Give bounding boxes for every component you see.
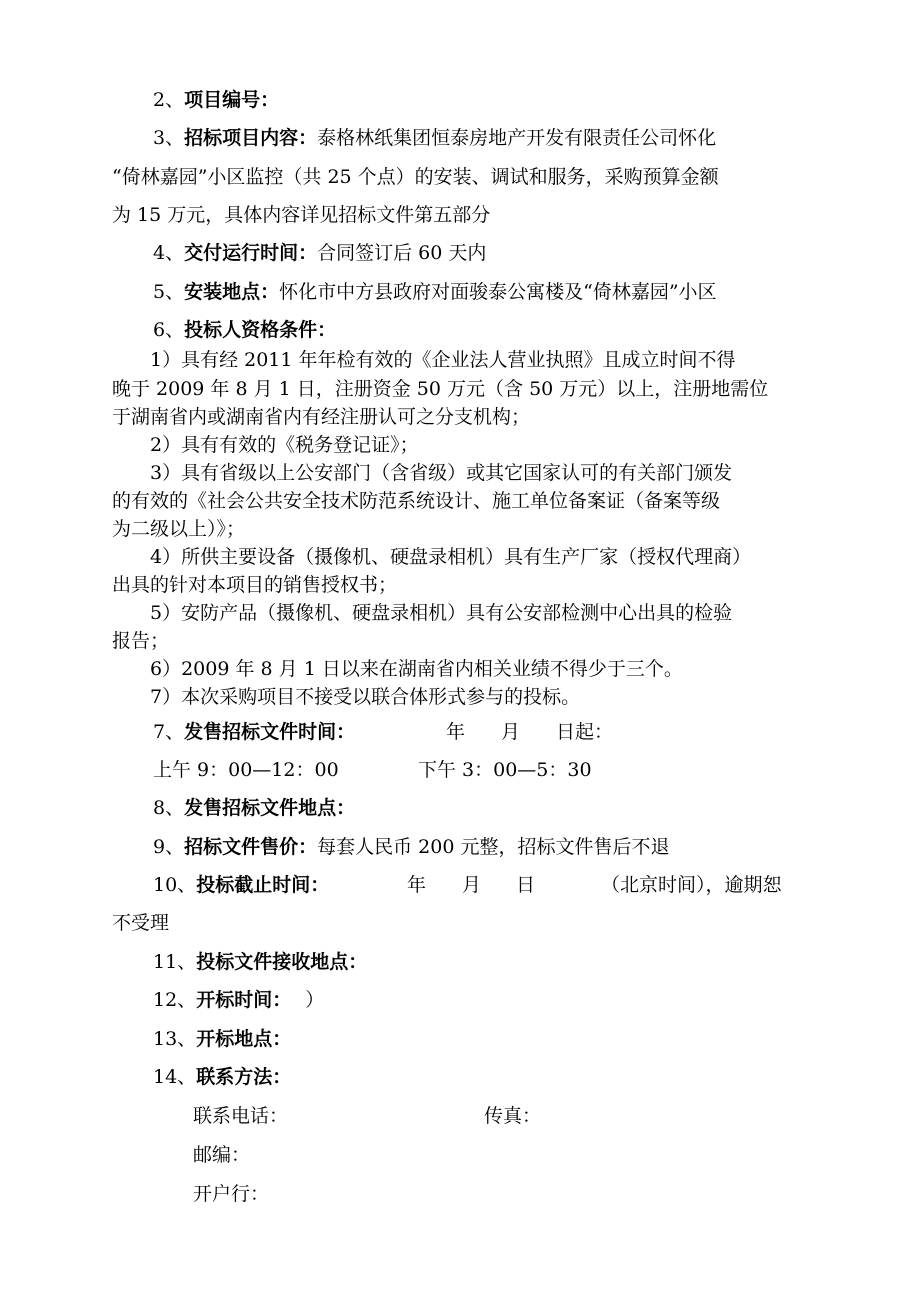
- item-4-number: 4、: [153, 242, 185, 264]
- item-4-text: 合同签订后 60 天内: [317, 242, 487, 264]
- item-10-continuation: 不受理: [112, 912, 170, 934]
- item-6-label: 投标人资格条件：: [184, 319, 337, 341]
- sale-hours-afternoon: 下午 3：00—5：30: [418, 759, 592, 781]
- item-9-label: 招标文件售价：: [184, 836, 318, 858]
- item-9: [153, 835, 669, 859]
- item-14-label: 联系方法：: [196, 1066, 292, 1088]
- qualification-line: 2）具有有效的《税务登记证》；: [150, 434, 419, 456]
- item-12-text: ）: [305, 989, 325, 1011]
- contact-bank-label: 开户行：: [193, 1183, 270, 1205]
- item-14: [153, 1065, 291, 1089]
- item-3-text-line2: “倚林嘉园”小区监控（共 25 个点）的安装、调试和服务，采购预算金额: [112, 166, 719, 188]
- item-9-text: 每套人民币 200 元整，招标文件售后不退: [317, 836, 670, 858]
- qualification-line: 7）本次采购项目不接受以联合体形式参与的投标。: [150, 686, 581, 708]
- contact-phone-label: 联系电话：: [193, 1105, 289, 1127]
- qualification-line: 为二级以上）》；: [112, 518, 246, 540]
- qualification-line: 6）2009 年 8 月 1 日以来在湖南省内相关业绩不得少于三个。: [150, 658, 683, 680]
- item-6-number: 6、: [153, 319, 185, 341]
- item-10: [153, 873, 329, 897]
- item-5-label: 安装地点：: [184, 281, 280, 303]
- item-2-label: 项目编号：: [184, 89, 280, 111]
- item-4-label: 交付运行时间：: [184, 242, 318, 264]
- contact-fax-label: 传真：: [484, 1105, 542, 1127]
- item-7-label: 发售招标文件时间：: [184, 721, 356, 743]
- sale-hours-morning: 上午 9：00—12：00: [153, 759, 339, 781]
- item-7-month: 月: [501, 721, 521, 743]
- item-11-label: 投标文件接收地点：: [196, 951, 368, 973]
- item-3: [153, 126, 716, 150]
- item-10-day: 日: [516, 874, 536, 896]
- item-13-label: 开标地点：: [196, 1028, 292, 1050]
- item-13-number: 13、: [153, 1028, 197, 1050]
- item-3-label: 招标项目内容：: [184, 127, 318, 149]
- item-3-number: 3、: [153, 127, 185, 149]
- item-6: [153, 318, 336, 342]
- item-8-number: 8、: [153, 797, 185, 819]
- item-11: [153, 950, 367, 974]
- item-7-day: 日起：: [556, 721, 614, 743]
- qualification-line: 5）安防产品（摄像机、硬盘录相机）具有公安部检测中心出具的检验: [150, 602, 733, 624]
- qualification-line: 4）所供主要设备（摄像机、硬盘录相机）具有生产厂家（授权代理商）: [150, 546, 752, 568]
- qualification-line: 报告；: [112, 630, 170, 652]
- item-7-number: 7、: [153, 721, 185, 743]
- qualification-line: 出具的针对本项目的销售授权书；: [112, 574, 398, 596]
- item-3-text-line1: 泰格林纸集团恒泰房地产开发有限责任公司怀化: [317, 127, 717, 149]
- item-8: [153, 796, 355, 820]
- item-10-tail: （北京时间），逾期恕: [601, 874, 782, 896]
- item-2: [153, 88, 279, 112]
- item-10-label: 投标截止时间：: [196, 874, 330, 896]
- item-5-number: 5、: [153, 281, 185, 303]
- qualification-line: 于湖南省内或湖南省内有经注册认可之分支机构；: [112, 406, 531, 428]
- qualification-line: 的有效的《社会公共安全技术防范系统设计、施工单位备案证（备案等级: [112, 490, 721, 512]
- item-5-text: 怀化市中方县政府对面骏泰公寓楼及“倚林嘉园”小区: [279, 281, 717, 303]
- item-5: [153, 280, 717, 304]
- item-12: [153, 988, 324, 1012]
- item-12-label: 开标时间：: [196, 989, 292, 1011]
- qualification-line: 晚于 2009 年 8 月 1 日，注册资金 50 万元（含 50 万元）以上，注册地需位: [112, 378, 769, 400]
- item-4: [153, 241, 486, 265]
- contact-postcode-label: 邮编：: [193, 1144, 251, 1166]
- qualification-line: 3）具有省级以上公安部门（含省级）或其它国家认可的有关部门颁发: [150, 462, 733, 484]
- qualification-line: 1）具有经 2011 年年检有效的《企业法人营业执照》且成立时间不得: [150, 349, 736, 371]
- item-7: [153, 720, 355, 744]
- item-10-year: 年: [407, 874, 427, 896]
- item-12-number: 12、: [153, 989, 197, 1011]
- item-14-number: 14、: [153, 1066, 197, 1088]
- item-2-number: 2、: [153, 89, 185, 111]
- item-11-number: 11、: [153, 951, 197, 973]
- item-10-month: 月: [462, 874, 482, 896]
- item-8-label: 发售招标文件地点：: [184, 797, 356, 819]
- item-9-number: 9、: [153, 836, 185, 858]
- item-13: [153, 1027, 291, 1051]
- item-7-year: 年: [446, 721, 466, 743]
- item-3-text-line3: 为 15 万元，具体内容详见招标文件第五部分: [112, 204, 491, 226]
- item-10-number: 10、: [153, 874, 197, 896]
